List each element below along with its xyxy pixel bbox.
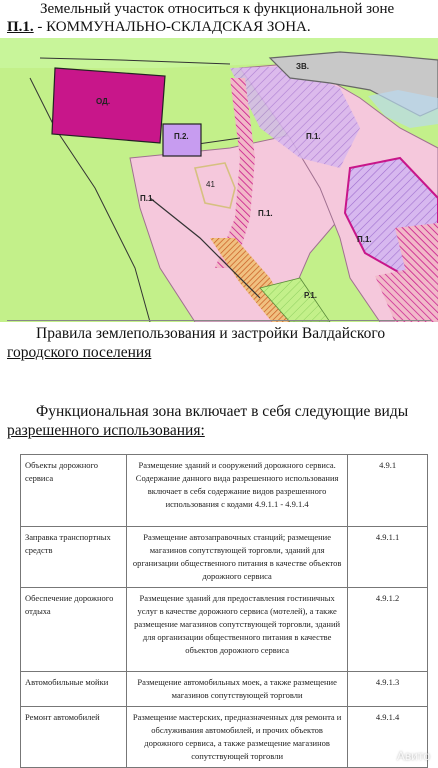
header-line1: Земельный участок относиться к функциональной зоне — [40, 1, 395, 17]
use-name: Объекты дорожного сервиса — [21, 455, 127, 527]
map-label-r1: Р.1. — [304, 291, 318, 300]
use-description: Размещение автомобильных моек, а также размещение магазинов сопутствующей торговли — [127, 672, 348, 707]
functional-line2: разрешенного использования: — [7, 422, 205, 439]
map-label-zv: ЗВ. — [296, 62, 310, 71]
map-label-p2: П.2. — [174, 132, 189, 141]
table-row — [21, 588, 428, 672]
map-label-p1-left: П.1. — [140, 194, 155, 203]
functional-line1: Функциональная зона включает в себя следующие виды — [36, 403, 409, 420]
use-name: Ремонт автомобилей — [21, 707, 127, 768]
table-row — [21, 707, 428, 768]
zoning-map — [0, 38, 438, 322]
zone-code: П.1. — [7, 19, 34, 35]
use-description: Размещение автозаправочных станций; размещение магазинов сопутствующей торговли, зданий для организации общественного питания в качестве объектов дорожного сервиса — [127, 527, 348, 588]
use-code: 4.9.1.3 — [348, 672, 428, 707]
map-label-p1-top: П.1. — [306, 132, 321, 141]
zone-name: - КОММУНАЛЬНО-СКЛАДСКАЯ ЗОНА. — [33, 19, 311, 35]
table-row — [21, 672, 428, 707]
table-row — [21, 527, 428, 588]
header-line2 — [7, 18, 427, 36]
divider — [7, 320, 431, 321]
map-label-parcel: 41 — [206, 180, 215, 189]
rules-title-line1: Правила землепользования и застройки Валдайского — [36, 325, 386, 342]
watermark: Авито — [396, 749, 430, 763]
use-description: Размещение зданий для предоставления гостиничных услуг в качестве дорожного сервиса (мотелей), а также размещение магазинов сопутствующей торговли, зданий для организации общественного питания в качестве объектов дорожного сервиса — [127, 588, 348, 672]
use-code: 4.9.1.4 — [348, 707, 428, 768]
use-code: 4.9.1.1 — [348, 527, 428, 588]
table-row — [21, 455, 428, 527]
use-description: Размещение мастерских, предназначенных для ремонта и обслуживания автомобилей, и прочих объектов дорожного сервиса, а также размещение магазинов сопутствующей торговли — [127, 707, 348, 768]
use-code: 4.9.1.2 — [348, 588, 428, 672]
rules-title-line2: городского поселения — [7, 344, 152, 361]
use-description: Размещение зданий и сооружений дорожного сервиса. Содержание данного вида разрешенного использования включает в себя содержание видов разрешенного использования с кодами 4.9.1.1 - 4.9.1.4 — [127, 455, 348, 527]
zoning-map-graphic — [0, 38, 438, 322]
use-name: Автомобильные мойки — [21, 672, 127, 707]
use-name: Заправка транспортных средств — [21, 527, 127, 588]
permitted-uses-table — [20, 454, 428, 768]
use-code: 4.9.1 — [348, 455, 428, 527]
map-label-p1-mid: П.1. — [258, 209, 273, 218]
use-name: Обеспечение дорожного отдыха — [21, 588, 127, 672]
map-label-p1-right: П.1. — [357, 235, 372, 244]
map-label-od: ОД. — [96, 97, 111, 106]
